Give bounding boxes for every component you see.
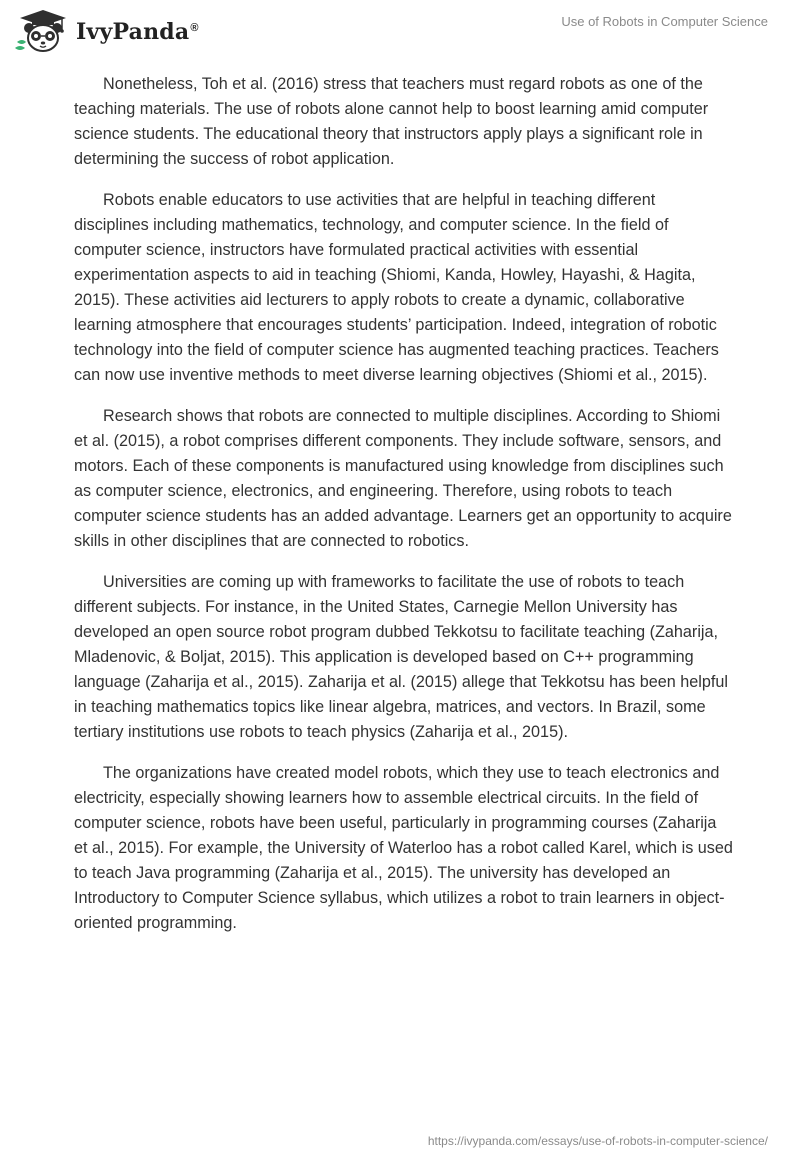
essay-body <box>74 72 734 952</box>
paragraph: The organizations have created model robots, which they use to teach electronics and electricity, especially showing learners how to assemble electrical circuits. In the field of computer science, robots have been useful, particularly in programming courses (Zaharija et al., 2015). For example, the University of Waterloo has a robot called Karel, which is used to teach Java programming (Zaharija et al., 2015). The university has developed an Introductory to Computer Science syllabus, which utilizes a robot to train learners in object-oriented programming. <box>74 764 733 932</box>
page-header <box>0 0 800 60</box>
document-title: Use of Robots in Computer Science <box>561 14 768 29</box>
source-url[interactable]: https://ivypanda.com/essays/use-of-robots-in-computer-science/ <box>427 1134 768 1148</box>
panda-graduate-icon <box>14 8 72 54</box>
paragraph: Universities are coming up with frameworks to facilitate the use of robots to teach different subjects. For instance, in the United States, Carnegie Mellon University has developed an open source robot program dubbed Tekkotsu to facilitate teaching (Zaharija, Mladenovic, & Boljat, 2015). This application is developed based on C++ programming language (Zaharija et al., 2015). Zaharija et al. (2015) allege that Tekkotsu has been helpful in teaching mathematics topics like linear algebra, matrices, and vectors. In Brazil, some tertiary institutions use robots to teach physics (Zaharija et al., 2015). <box>74 573 728 741</box>
paragraph: Robots enable educators to use activities that are helpful in teaching different disciplines including mathematics, technology, and computer science. In the field of computer science, instructors have formulated practical activities with essential experimentation aspects to aid in teaching (Shiomi, Kanda, Howley, Hayashi, & Hagita, 2015). These activities aid lecturers to apply robots to create a dynamic, collaborative learning atmosphere that encourages students’ participation. Indeed, integration of robotic technology into the field of computer science has augmented teaching practices. Teachers can now use inventive methods to meet diverse learning objectives (Shiomi et al., 2015). <box>74 191 719 384</box>
paragraph: Nonetheless, Toh et al. (2016) stress that teachers must regard robots as one of the teaching materials. The use of robots alone cannot help to boost learning amid computer science students. The educational theory that instructors apply plays a significant role in determining the success of robot application. <box>74 75 709 168</box>
ivypanda-logo[interactable] <box>14 8 199 54</box>
registered-mark: ® <box>190 21 199 34</box>
paragraph: Research shows that robots are connected to multiple disciplines. According to Shiomi et al. (2015), a robot comprises different components. They include software, sensors, and motors. Each of these components is manufactured using knowledge from disciplines such as computer science, electronics, and engineering. Therefore, using robots to teach computer science students has an added advantage. Learners get an opportunity to acquire skills in other disciplines that are connected to robotics. <box>74 407 732 550</box>
brand-name: IvyPanda® <box>76 19 199 45</box>
